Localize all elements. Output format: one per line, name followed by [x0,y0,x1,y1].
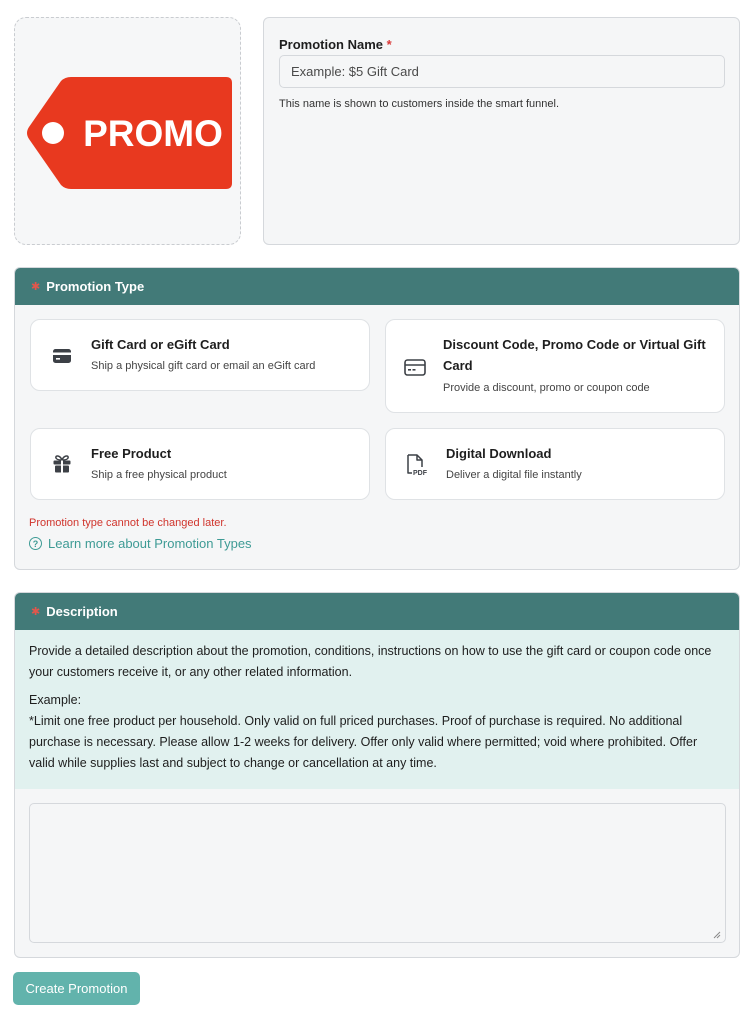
promotion-type-panel [14,267,740,570]
promotion-name-label: Promotion Name * [279,37,392,52]
pdf-file-icon [406,453,430,477]
promotion-name-card [263,17,740,245]
learn-more-link[interactable]: ? Learn more about Promotion Types [29,536,252,551]
type-option-free-product[interactable] [30,428,370,500]
credit-card-icon [52,348,72,364]
promo-image-upload[interactable] [14,17,241,245]
question-circle-icon: ? [29,537,42,550]
description-example-text: *Limit one free product per household. Only valid on full priced purchases. Proof of purchase is required. No additional purchase is necessary. Please allow 1-2 weeks for delivery. Offer only valid where permitted; void where prohibited. Offer valid while supplies last and subject to change or cancellation at any time. [29,714,698,770]
type-option-desc: Deliver a digital file instantly [446,469,582,481]
required-star-icon: ✱ [31,606,41,618]
promotion-name-input[interactable] [279,55,725,88]
required-star-icon: ✱ [31,281,41,293]
required-mark: * [386,37,392,52]
type-option-gift-card[interactable] [30,319,370,391]
type-option-title: Discount Code, Promo Code or Virtual Gift Card [443,337,706,373]
type-option-title: Gift Card or eGift Card [91,337,230,352]
coupon-card-icon [404,359,426,376]
promotion-type-warning: Promotion type cannot be changed later. [29,517,227,529]
type-option-desc: Provide a discount, promo or coupon code [443,382,650,394]
promotion-type-header: ✱ Promotion Type [15,268,739,305]
create-promotion-button[interactable]: Create Promotion [13,972,140,1005]
type-option-title: Free Product [91,446,172,461]
type-option-digital-download[interactable] [385,428,725,500]
description-panel [14,592,740,958]
type-option-desc: Ship a physical gift card or email an eGift card [91,360,316,372]
svg-text:PDF: PDF [413,470,427,477]
type-option-discount-code[interactable] [385,319,725,413]
promotion-name-help: This name is shown to customers inside the smart funnel. [279,98,560,110]
type-option-title: Digital Download [446,446,552,461]
description-header: ✱ Description [15,593,739,630]
promo-tag-label: PROMO [83,113,223,154]
type-option-desc: Ship a free physical product [91,469,227,481]
gift-icon [52,454,72,474]
description-intro: Provide a detailed description about the promotion, conditions, instructions on how to use the gift card or coupon code once your customers receive it, or any other related information. [29,644,712,679]
promo-tag-image [23,73,241,195]
description-instructions [15,630,739,789]
description-example-label: Example: [29,693,82,707]
resize-grip-icon[interactable] [713,931,721,939]
description-textarea[interactable] [29,803,726,943]
